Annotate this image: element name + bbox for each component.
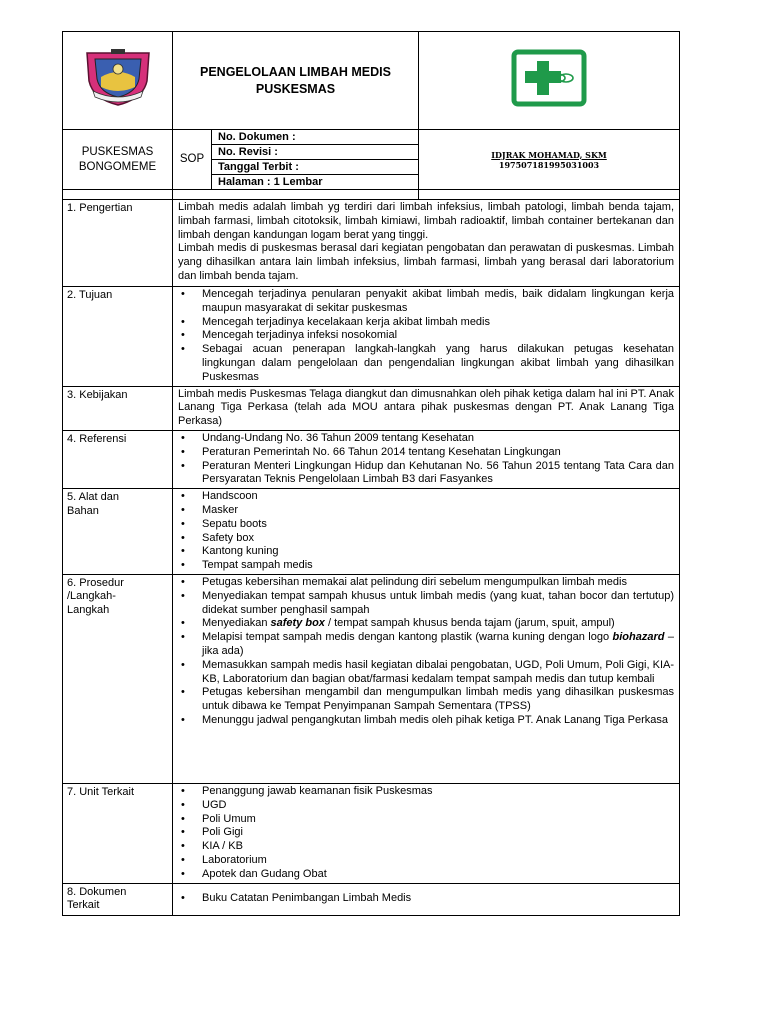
puskesmas-name: BONGOMEME (78, 160, 157, 173)
list-item: • Mencegah terjadinya penularan penyakit akibat limbah medis, baik didalam lingkungan kerja maupun masyarakat di sekitar puskesmas (178, 288, 674, 316)
list-item: • Buku Catatan Penimbangan Limbah Medis (178, 892, 674, 906)
left-logo-cell (63, 32, 173, 130)
pengertian-paragraph-1: Limbah medis adalah limbah yg terdiri dari limbah infeksius, limbah patologi, limbah benda tajam, limbah farmasi, limbah citotoksik, limbah kimiawi, limbah radioaktif, limbah container bertekanan dan limbah dengan kandungan logam berat yang tinggi. (178, 201, 674, 241)
list-item: • Kantong kuning (178, 545, 674, 559)
list-item: • KIA / KB (178, 840, 674, 854)
emphasis-text: safety box (270, 617, 325, 630)
puskesmas-name-cell (63, 130, 173, 190)
text: / tempat sampah khusus benda tajam (jarum, spuit, ampul) (324, 617, 615, 630)
section-pengertian (173, 200, 680, 287)
spacer-cell (419, 190, 680, 200)
sop-body-table (62, 199, 680, 916)
text: Melapisi tempat sampah medis dengan kantong plastik (warna kuning dengan logo (202, 631, 613, 644)
no-revisi-field: No. Revisi : (211, 145, 418, 160)
list-item: • Petugas kebersihan memakai alat pelindung diri sebelum mengumpulkan limbah medis (178, 576, 674, 590)
list-item: • Masker (178, 504, 674, 518)
signature-cell (419, 130, 680, 190)
dokumen-label-line2: Terkait (67, 899, 100, 912)
list-item: • Sebagai acuan penerapan langkah-langkah yang harus dilakukan petugas kesehatan lingkungan dalam pengelolaan dan pengendalian lingkungan akibat limbah yang dihasilkan Puskesmas (178, 343, 674, 384)
no-dokumen-field: No. Dokumen : (211, 130, 418, 145)
list-item: • Menyediakan tempat sampah khusus untuk limbah medis (yang kuat, tahan bocor dan tertutup) didekat sumber penghasil sampah (178, 590, 674, 618)
halaman-field: Halaman : 1 Lembar (211, 175, 418, 189)
section-label-dokumen (63, 883, 173, 915)
dokumen-label-line1: 8. Dokumen (67, 885, 127, 898)
list-item: • Menunggu jadwal pengangkutan limbah medis oleh pihak ketiga PT. Anak Lanang Tiga Perkasa (178, 714, 674, 728)
section-label-alat (63, 489, 173, 575)
list-item: • Tempat sampah medis (178, 559, 674, 573)
section-label-pengertian: 1. Pengertian (63, 200, 173, 287)
prosedur-label-line1: 6. Prosedur (67, 576, 124, 589)
list-item: • Peraturan Pemerintah No. 66 Tahun 2014 tentang Kesehatan Lingkungan (178, 446, 674, 460)
section-kebijakan: Limbah medis Puskesmas Telaga diangkut dan dimusnahkan oleh pihak ketiga dalam hal ini PT. Anak Lanang Tiga Perkasa (telah ada MOU antara pihak puskesmas dengan PT. Anak Lanang Tiga Perkasa) (173, 386, 680, 430)
emphasis-text: biohazard (612, 631, 665, 644)
alat-label-line1: 5. Alat dan (67, 491, 119, 504)
section-tujuan (173, 287, 680, 387)
list-item: • Poli Gigi (178, 826, 674, 840)
list-item: • Peraturan Menteri Lingkungan Hidup dan Kehutanan No. 56 Tahun 2015 tentang Tata Cara dan Persyaratan Teknis Pengelolaan Limbah B3 dari Fasyankes (178, 460, 674, 488)
document-title-line1: PENGELOLAAN LIMBAH MEDIS (200, 64, 391, 79)
prosedur-label-line3: Langkah (67, 603, 110, 616)
list-item: • Memasukkan sampah medis hasil kegiatan dibalai pengobatan, UGD, Poli Umum, Poli Gigi, KIA-KB, Laboratorium dan bagian obat/farmasi kedalam tempat sampah medis dan tutup kembali (178, 659, 674, 687)
sop-label: SOP (179, 153, 205, 165)
list-item: • Handscoon (178, 490, 674, 504)
list-item (178, 617, 674, 631)
puskesmas-label: PUSKESMAS (81, 145, 154, 158)
sop-document (62, 31, 679, 916)
signatory-name: IDJRAK MOHAMAD, SKM (491, 149, 607, 160)
section-label-referensi: 4. Referensi (63, 430, 173, 488)
alat-label-line2: Bahan (67, 504, 99, 517)
right-logo-cell (419, 32, 680, 130)
section-label-kebijakan: 3. Kebijakan (63, 386, 173, 430)
list-item: • Undang-Undang No. 36 Tahun 2009 tentang Kesehatan (178, 432, 674, 446)
section-prosedur (173, 574, 680, 783)
list-item (178, 631, 674, 659)
regional-emblem-icon (79, 47, 157, 109)
meta-cell (173, 130, 419, 190)
sop-header-table (62, 31, 680, 200)
text: – jika ada) (202, 631, 674, 657)
list-item: • Apotek dan Gudang Obat (178, 868, 674, 882)
prosedur-label-line2: /Langkah- (67, 590, 116, 603)
section-label-tujuan: 2. Tujuan (63, 287, 173, 387)
list-item: • Mencegah terjadinya kecelakaan kerja akibat limbah medis (178, 316, 674, 330)
section-unit (173, 783, 680, 883)
section-referensi (173, 430, 680, 488)
signatory-nip: 197507181995031003 (498, 159, 600, 170)
list-item: • Poli Umum (178, 813, 674, 827)
text: Menyediakan (202, 617, 271, 630)
pengertian-paragraph-2: Limbah medis di puskesmas berasal dari kegiatan pengobatan dan perawatan di puskesmas. Limbah yang dihasilkan antara lain limbah infeksius, limbah farmasi, limbah yang berasal dari laboratorium dan limbah benda tajam. (178, 242, 674, 282)
list-item: • Safety box (178, 532, 674, 546)
spacer-cell (63, 190, 173, 200)
tanggal-terbit-field: Tanggal Terbit : (211, 160, 418, 175)
section-dokumen (173, 883, 680, 915)
section-alat (173, 489, 680, 575)
section-label-unit: 7. Unit Terkait (63, 783, 173, 883)
section-label-prosedur (63, 574, 173, 783)
list-item: • Sepatu boots (178, 518, 674, 532)
list-item: • Mencegah terjadinya infeksi nosokomial (178, 329, 674, 343)
spacer-cell (173, 190, 419, 200)
list-item: • Laboratorium (178, 854, 674, 868)
document-title-cell (173, 32, 419, 130)
list-item: • UGD (178, 799, 674, 813)
list-item: • Petugas kebersihan mengambil dan mengumpulkan limbah medis yang dihasilkan puskesmas untuk dibawa ke Tempat Penyimpanan Sampah Sementara (TPSS) (178, 686, 674, 714)
document-title-line2: PUSKESMAS (255, 81, 336, 96)
puskesmas-logo-icon (511, 49, 587, 107)
list-item: • Penanggung jawab keamanan fisik Puskesmas (178, 785, 674, 799)
